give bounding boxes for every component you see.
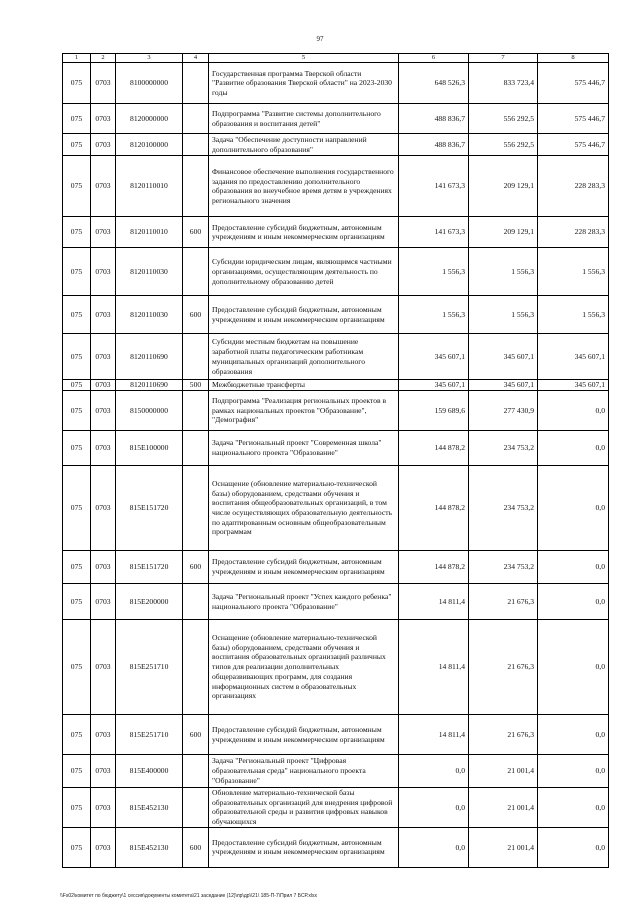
table-row (63, 584, 609, 620)
admin-code-cell: 075 (63, 551, 91, 584)
admin-code-cell: 075 (63, 715, 91, 755)
amount-2024-cell: 345 607,1 (469, 334, 538, 380)
amount-2025-cell: 228 283,3 (538, 156, 609, 217)
column-number: 7 (469, 54, 538, 63)
table-row (63, 788, 609, 828)
amount-2025-cell: 575 446,7 (538, 63, 609, 104)
amount-2023-cell: 141 673,3 (399, 156, 469, 217)
amount-2025-cell: 0,0 (538, 827, 609, 867)
description-cell: Задача "Обеспечение доступности направлений дополнительного образования" (209, 134, 399, 156)
amount-2024-cell: 234 753,2 (469, 466, 538, 551)
admin-code-cell: 075 (63, 380, 91, 391)
amount-2025-cell: 1 556,3 (538, 248, 609, 296)
amount-2025-cell: 345 607,1 (538, 334, 609, 380)
description-cell: Оснащение (обновление материально-технической базы) оборудованием, средствами обучения и воспитания общеобразовательных организаций, в том числе осуществляющих образовательную деятельность по адаптированным основным общеобразовательным программам (209, 466, 399, 551)
target-article-cell: 815E452130 (116, 788, 183, 828)
expense-type-cell: 600 (183, 715, 209, 755)
admin-code-cell: 075 (63, 755, 91, 788)
target-article-cell: 8120110010 (116, 156, 183, 217)
expense-type-cell (183, 63, 209, 104)
admin-code-cell: 075 (63, 431, 91, 466)
section-code-cell: 0703 (91, 431, 116, 466)
amount-2023-cell: 14 811,4 (399, 584, 469, 620)
amount-2023-cell: 1 556,3 (399, 248, 469, 296)
amount-2025-cell: 0,0 (538, 391, 609, 431)
section-code-cell: 0703 (91, 788, 116, 828)
amount-2024-cell: 833 723,4 (469, 63, 538, 104)
target-article-cell: 815E151720 (116, 466, 183, 551)
admin-code-cell: 075 (63, 466, 91, 551)
table-row (63, 334, 609, 380)
section-code-cell: 0703 (91, 827, 116, 867)
amount-2025-cell: 345 607,1 (538, 380, 609, 391)
description-cell: Обновление материально-технической базы образовательных организаций для внедрения цифровой образовательной среды и развития цифровых навыков обучающихся (209, 788, 399, 828)
admin-code-cell: 075 (63, 334, 91, 380)
column-number: 6 (399, 54, 469, 63)
table-row (63, 104, 609, 134)
section-code-cell: 0703 (91, 217, 116, 248)
amount-2023-cell: 488 836,7 (399, 134, 469, 156)
target-article-cell: 8120100000 (116, 134, 183, 156)
expense-type-cell (183, 134, 209, 156)
table-row (63, 156, 609, 217)
amount-2024-cell: 209 129,1 (469, 156, 538, 217)
admin-code-cell: 075 (63, 217, 91, 248)
amount-2025-cell: 0,0 (538, 466, 609, 551)
expense-type-cell (183, 104, 209, 134)
amount-2023-cell: 0,0 (399, 755, 469, 788)
target-article-cell: 8100000000 (116, 63, 183, 104)
amount-2024-cell: 277 430,9 (469, 391, 538, 431)
admin-code-cell: 075 (63, 296, 91, 334)
amount-2023-cell: 345 607,1 (399, 334, 469, 380)
amount-2023-cell: 345 607,1 (399, 380, 469, 391)
section-code-cell: 0703 (91, 156, 116, 217)
table-row (63, 391, 609, 431)
amount-2024-cell: 21 676,3 (469, 584, 538, 620)
expense-type-cell (183, 391, 209, 431)
amount-2025-cell: 575 446,7 (538, 104, 609, 134)
amount-2024-cell: 21 676,3 (469, 715, 538, 755)
amount-2024-cell: 21 676,3 (469, 620, 538, 715)
table-row (63, 755, 609, 788)
amount-2023-cell: 159 689,6 (399, 391, 469, 431)
section-code-cell: 0703 (91, 104, 116, 134)
description-cell: Предоставление субсидий бюджетным, автономным учреждениям и иным некоммерческим организациям (209, 715, 399, 755)
target-article-cell: 815E151720 (116, 551, 183, 584)
section-code-cell: 0703 (91, 380, 116, 391)
section-code-cell: 0703 (91, 755, 116, 788)
section-code-cell: 0703 (91, 620, 116, 715)
column-number: 3 (116, 54, 183, 63)
description-cell: Задача "Региональный проект "Современная школа" национального проекта "Образование" (209, 431, 399, 466)
page-number: 97 (316, 35, 324, 43)
amount-2023-cell: 144 878,2 (399, 431, 469, 466)
expense-type-cell (183, 755, 209, 788)
expense-type-cell: 600 (183, 296, 209, 334)
admin-code-cell: 075 (63, 584, 91, 620)
table-row (63, 431, 609, 466)
section-code-cell: 0703 (91, 466, 116, 551)
description-cell: Оснащение (обновление материально-технической базы) оборудованием, средствами обучения и воспитания образовательных организаций различных типов для реализации дополнительных общеразвивающих программ, для создания информационных систем в образовательных организациях (209, 620, 399, 715)
description-cell: Предоставление субсидий бюджетным, автономным учреждениям и иным некоммерческим организациям (209, 217, 399, 248)
table-row (63, 551, 609, 584)
file-path-footer: \\Fs02\комитет по бюджету\1 сессия\документы комитета\21 заседание (12)\пр\др\\21\ 185-П-7\Прил 7 БСР.xlsx (60, 893, 317, 899)
target-article-cell: 8120110690 (116, 334, 183, 380)
expense-type-cell (183, 584, 209, 620)
target-article-cell: 815E100000 (116, 431, 183, 466)
amount-2025-cell: 0,0 (538, 755, 609, 788)
table-row (63, 217, 609, 248)
table-column-numbers (63, 54, 609, 63)
amount-2024-cell: 234 753,2 (469, 551, 538, 584)
table-row (63, 827, 609, 867)
section-code-cell: 0703 (91, 134, 116, 156)
table-row (63, 380, 609, 391)
target-article-cell: 8150000000 (116, 391, 183, 431)
amount-2023-cell: 14 811,4 (399, 715, 469, 755)
expense-type-cell: 600 (183, 827, 209, 867)
section-code-cell: 0703 (91, 296, 116, 334)
admin-code-cell: 075 (63, 134, 91, 156)
amount-2025-cell: 0,0 (538, 715, 609, 755)
column-number: 1 (63, 54, 91, 63)
description-cell: Предоставление субсидий бюджетным, автономным учреждениям и иным некоммерческим организациям (209, 296, 399, 334)
amount-2025-cell: 0,0 (538, 620, 609, 715)
amount-2025-cell: 0,0 (538, 788, 609, 828)
amount-2023-cell: 648 526,3 (399, 63, 469, 104)
amount-2024-cell: 234 753,2 (469, 431, 538, 466)
description-cell: Межбюджетные трансферты (209, 380, 399, 391)
table-row (63, 466, 609, 551)
column-number: 5 (209, 54, 399, 63)
amount-2024-cell: 1 556,3 (469, 296, 538, 334)
admin-code-cell: 075 (63, 248, 91, 296)
amount-2023-cell: 0,0 (399, 788, 469, 828)
amount-2025-cell: 0,0 (538, 551, 609, 584)
section-code-cell: 0703 (91, 715, 116, 755)
amount-2023-cell: 141 673,3 (399, 217, 469, 248)
table-row (63, 296, 609, 334)
target-article-cell: 8120110010 (116, 217, 183, 248)
section-code-cell: 0703 (91, 584, 116, 620)
description-cell: Задача "Региональный проект "Успех каждого ребенка" национального проекта "Образование" (209, 584, 399, 620)
target-article-cell: 815E400000 (116, 755, 183, 788)
section-code-cell: 0703 (91, 551, 116, 584)
expense-type-cell (183, 248, 209, 296)
expense-type-cell (183, 466, 209, 551)
target-article-cell: 815E251710 (116, 620, 183, 715)
amount-2023-cell: 1 556,3 (399, 296, 469, 334)
description-cell: Субсидии местным бюджетам на повышение заработной платы педагогическим работникам муниципальных организаций дополнительного образования (209, 334, 399, 380)
description-cell: Предоставление субсидий бюджетным, автономным учреждениям и иным некоммерческим организациям (209, 827, 399, 867)
budget-table (62, 53, 609, 868)
column-number: 2 (91, 54, 116, 63)
amount-2024-cell: 209 129,1 (469, 217, 538, 248)
expense-type-cell (183, 431, 209, 466)
target-article-cell: 815E251710 (116, 715, 183, 755)
amount-2023-cell: 488 836,7 (399, 104, 469, 134)
amount-2024-cell: 21 001,4 (469, 788, 538, 828)
amount-2024-cell: 345 607,1 (469, 380, 538, 391)
admin-code-cell: 075 (63, 104, 91, 134)
amount-2024-cell: 556 292,5 (469, 134, 538, 156)
table-row (63, 63, 609, 104)
section-code-cell: 0703 (91, 391, 116, 431)
amount-2023-cell: 144 878,2 (399, 551, 469, 584)
description-cell: Государственная программа Тверской области "Развитие образования Тверской области" на 2023-2030 годы (209, 63, 399, 104)
expense-type-cell: 500 (183, 380, 209, 391)
target-article-cell: 8120110030 (116, 248, 183, 296)
target-article-cell: 815E452130 (116, 827, 183, 867)
description-cell: Подпрограмма "Развитие системы дополнительного образования и воспитания детей" (209, 104, 399, 134)
amount-2025-cell: 1 556,3 (538, 296, 609, 334)
admin-code-cell: 075 (63, 63, 91, 104)
description-cell: Предоставление субсидий бюджетным, автономным учреждениям и иным некоммерческим организациям (209, 551, 399, 584)
expense-type-cell (183, 620, 209, 715)
amount-2024-cell: 21 001,4 (469, 827, 538, 867)
amount-2024-cell: 556 292,5 (469, 104, 538, 134)
table-row (63, 715, 609, 755)
column-number: 8 (538, 54, 609, 63)
target-article-cell: 8120110030 (116, 296, 183, 334)
table-row (63, 134, 609, 156)
admin-code-cell: 075 (63, 620, 91, 715)
expense-type-cell: 600 (183, 551, 209, 584)
amount-2023-cell: 14 811,4 (399, 620, 469, 715)
expense-type-cell (183, 334, 209, 380)
column-number: 4 (183, 54, 209, 63)
expense-type-cell (183, 156, 209, 217)
description-cell: Финансовое обеспечение выполнения государственного задания по предоставлению дополнительного образования во внеучебное время детям в учреждениях регионального значения (209, 156, 399, 217)
admin-code-cell: 075 (63, 827, 91, 867)
description-cell: Задача "Региональный проект "Цифровая образовательная среда" национального проекта "Образование" (209, 755, 399, 788)
amount-2023-cell: 144 878,2 (399, 466, 469, 551)
description-cell: Подпрограмма "Реализация региональных проектов в рамках национальных проектов "Образование", "Демография" (209, 391, 399, 431)
target-article-cell: 8120000000 (116, 104, 183, 134)
admin-code-cell: 075 (63, 156, 91, 217)
table-row (63, 620, 609, 715)
admin-code-cell: 075 (63, 788, 91, 828)
amount-2025-cell: 575 446,7 (538, 134, 609, 156)
amount-2024-cell: 21 001,4 (469, 755, 538, 788)
amount-2024-cell: 1 556,3 (469, 248, 538, 296)
amount-2023-cell: 0,0 (399, 827, 469, 867)
amount-2025-cell: 228 283,3 (538, 217, 609, 248)
target-article-cell: 8120110690 (116, 380, 183, 391)
amount-2025-cell: 0,0 (538, 431, 609, 466)
amount-2025-cell: 0,0 (538, 584, 609, 620)
section-code-cell: 0703 (91, 248, 116, 296)
admin-code-cell: 075 (63, 391, 91, 431)
section-code-cell: 0703 (91, 63, 116, 104)
table-row (63, 248, 609, 296)
description-cell: Субсидии юридическим лицам, являющимся частными организациями, осуществляющим деятельность по дополнительному образованию детей (209, 248, 399, 296)
expense-type-cell: 600 (183, 217, 209, 248)
target-article-cell: 815E200000 (116, 584, 183, 620)
section-code-cell: 0703 (91, 334, 116, 380)
expense-type-cell (183, 788, 209, 828)
